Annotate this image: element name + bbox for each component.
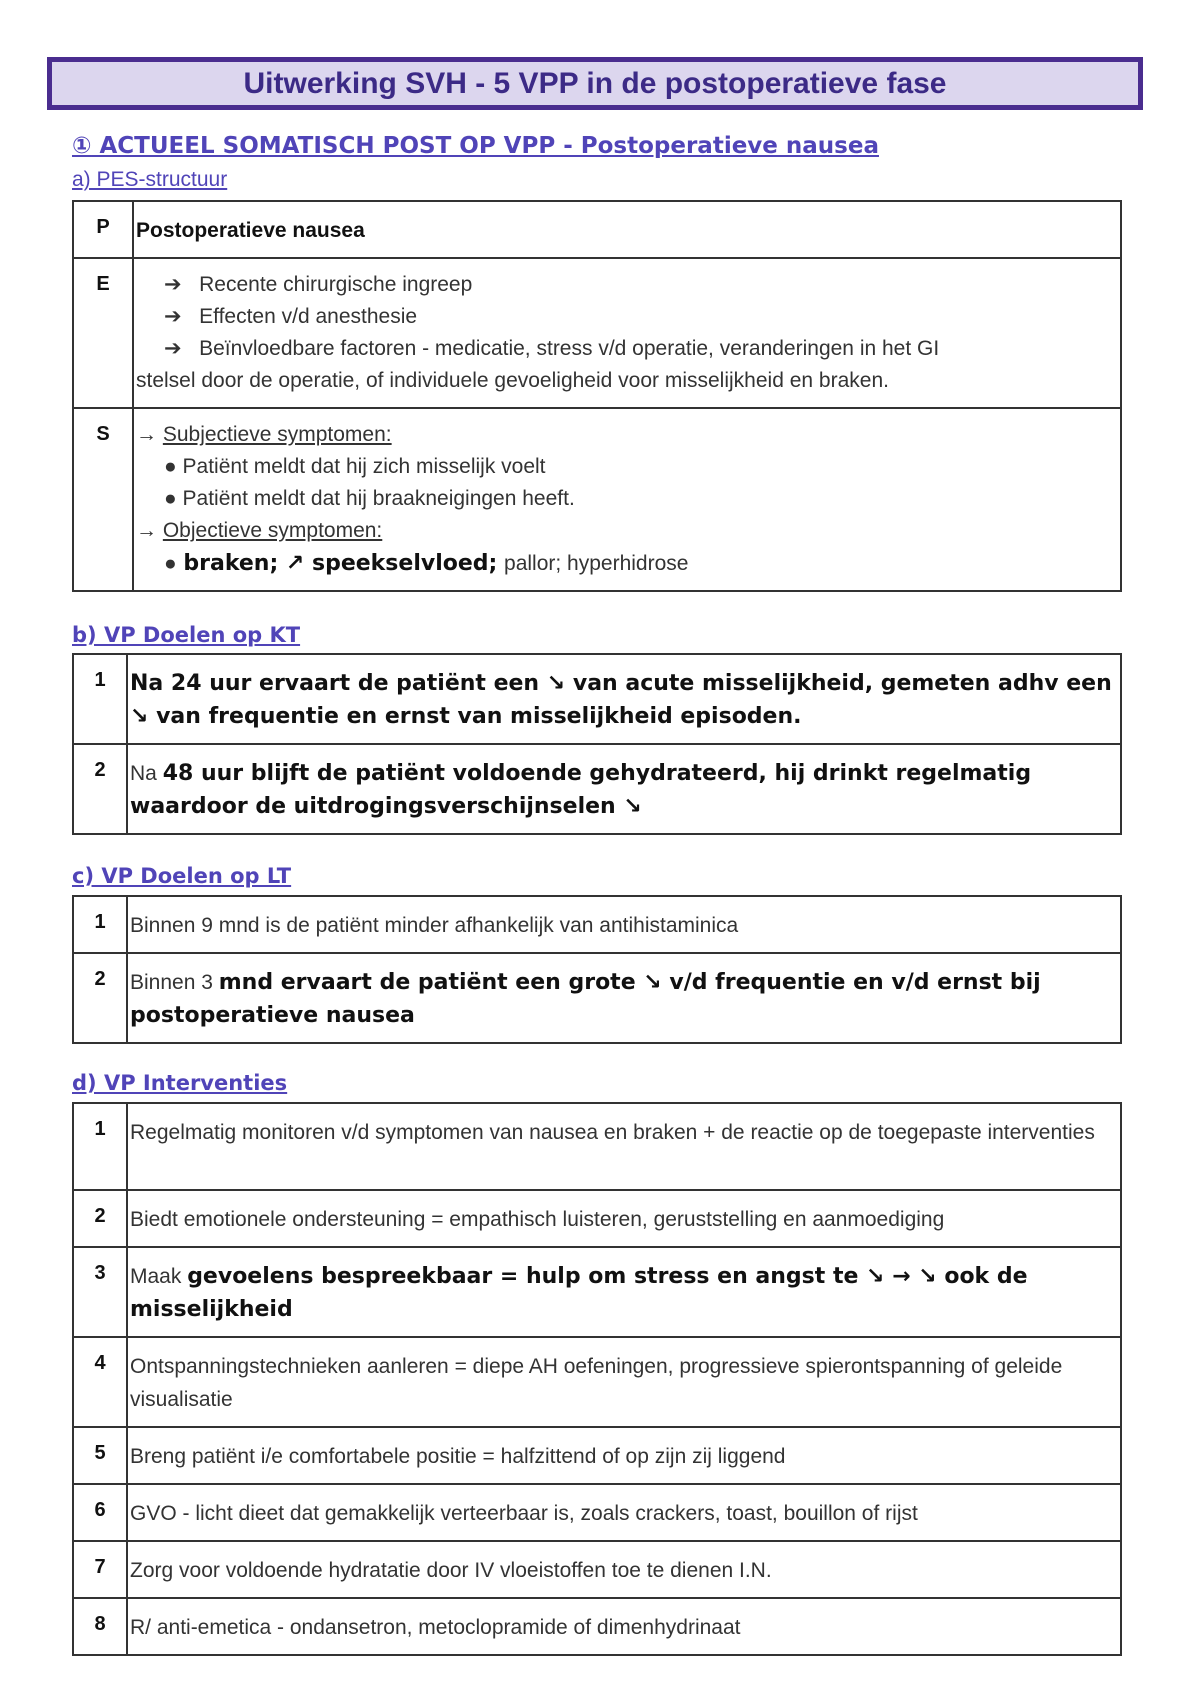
row-number: 2 — [73, 1190, 127, 1247]
interventions-table — [72, 1102, 1122, 1656]
goal-text: 48 uur blijft de patiënt voldoende gehydrateerd, hij drinkt regelmatig waardoor de uitdrogingsverschijnselen ↘ — [130, 761, 1032, 819]
kt-row — [73, 654, 1121, 744]
pes-s-label: S — [73, 408, 133, 591]
intervention-text: Breng patiënt i/e comfortabele positie = halfzittend of op zijn zij liggend — [130, 1445, 786, 1468]
intervention-text: Zorg voor voldoende hydratatie door IV vloeistoffen toe te dienen I.N. — [130, 1559, 772, 1582]
row-number: 1 — [73, 896, 127, 953]
row-number: 1 — [73, 1103, 127, 1190]
goal-text: Binnen 9 mnd is de patiënt minder afhankelijk van antihistaminica — [130, 914, 739, 937]
circled-one-marker: ① — [72, 133, 92, 159]
section-heading-text: ACTUEEL SOMATISCH POST OP VPP - Postoperatieve nausea — [99, 133, 879, 159]
intervention-row — [73, 1103, 1121, 1190]
row-number: 3 — [73, 1247, 127, 1337]
subjective-item: ● Patiënt meldt dat hij braakneigingen heeft. — [136, 483, 1114, 515]
intervention-row — [73, 1427, 1121, 1484]
kt-table — [72, 653, 1122, 835]
pes-label: a) PES-structuur — [72, 168, 228, 191]
intervention-row — [73, 1598, 1121, 1655]
arrow-right-icon: → — [136, 519, 157, 542]
lt-row — [73, 896, 1121, 953]
goal-text: mnd ervaart de patiënt een grote ↘ v/d frequentie en v/d ernst bij postoperatieve nausea — [130, 970, 1041, 1028]
row-number: 2 — [73, 953, 127, 1043]
page-title-box — [47, 57, 1143, 110]
pes-row-s — [73, 408, 1121, 591]
intervention-text: GVO - licht dieet dat gemakkelijk verteerbaar is, zoals crackers, toast, bouillon of rijst — [130, 1502, 918, 1525]
kt-label: b) VP Doelen op KT — [72, 623, 301, 647]
intervention-row — [73, 1337, 1121, 1427]
bullet-icon: ● — [164, 552, 177, 575]
interventions-label: d) VP Interventies — [72, 1071, 288, 1095]
row-number: 5 — [73, 1427, 127, 1484]
arrow-right-icon: ➔ — [164, 337, 182, 360]
row-number: 7 — [73, 1541, 127, 1598]
kt-row: 2 Na 48 uur blijft de patiënt voldoende gehydrateerd, hij drinkt regelmatig waardoor de uitdrogingsverschijnselen ↘ — [73, 744, 1121, 834]
row-number: 6 — [73, 1484, 127, 1541]
intervention-row — [73, 1541, 1121, 1598]
intervention-text: Ontspanningstechnieken aanleren = diepe AH oefeningen, progressieve spierontspanning of geleide visualisatie — [130, 1355, 1063, 1411]
subjective-item: ● Patiënt meldt dat hij zich misselijk voelt — [136, 451, 1114, 483]
intervention-row: 3 Maak gevoelens bespreekbaar = hulp om stress en angst te ↘ → ↘ ook de misselijkheid — [73, 1247, 1121, 1337]
bullet-icon: ● — [164, 455, 177, 478]
pes-p-text: Postoperatieve nausea — [136, 219, 365, 242]
objective-item: ● braken; ↗ speekselvloed; pallor; hyperhidrose — [136, 547, 1114, 580]
subjective-header: → Subjectieve symptomen: — [136, 419, 1114, 451]
page-title: Uitwerking SVH - 5 VPP in de postoperatieve fase — [243, 66, 947, 100]
intervention-text: R/ anti-emetica - ondansetron, metoclopramide of dimenhydrinaat — [130, 1616, 741, 1639]
goal-text: Na 24 uur ervaart de patiënt een ↘ van acute misselijkheid, gemeten adhv een ↘ van frequentie en ernst van misselijkheid episoden. — [130, 671, 1112, 729]
e-item: ➔ Recente chirurgische ingreep — [136, 269, 1114, 301]
section-heading — [72, 133, 879, 159]
pes-row-p — [73, 201, 1121, 258]
lt-label: c) VP Doelen op LT — [72, 864, 292, 888]
row-number: 1 — [73, 654, 127, 744]
intervention-text: Regelmatig monitoren v/d symptomen van nausea en braken + de reactie op de toegepaste interventies — [130, 1121, 1095, 1144]
e-continuation: stelsel door de operatie, of individuele gevoeligheid voor misselijkheid en braken. — [136, 369, 889, 392]
pes-table — [72, 200, 1122, 592]
row-number: 4 — [73, 1337, 127, 1427]
intervention-text: gevoelens bespreekbaar = hulp om stress en angst te ↘ → ↘ ook de misselijkheid — [130, 1264, 1028, 1322]
intervention-row — [73, 1484, 1121, 1541]
bullet-icon: ● — [164, 487, 177, 510]
e-item: ➔ Beïnvloedbare factoren - medicatie, stress v/d operatie, veranderingen in het GI — [136, 333, 1114, 365]
lt-table — [72, 895, 1122, 1044]
row-number: 2 — [73, 744, 127, 834]
intervention-text: Biedt emotionele ondersteuning = empathisch luisteren, geruststelling en aanmoediging — [130, 1208, 945, 1231]
intervention-row — [73, 1190, 1121, 1247]
pes-p-label: P — [73, 201, 133, 258]
e-item: ➔ Effecten v/d anesthesie — [136, 301, 1114, 333]
arrow-right-icon: ➔ — [164, 273, 182, 296]
lt-row: 2 Binnen 3 mnd ervaart de patiënt een grote ↘ v/d frequentie en v/d ernst bij postoperatieve nausea — [73, 953, 1121, 1043]
arrow-right-icon: → — [136, 423, 157, 446]
pes-row-e — [73, 258, 1121, 408]
row-number: 8 — [73, 1598, 127, 1655]
objective-header: → Objectieve symptomen: — [136, 515, 1114, 547]
arrow-right-icon: ➔ — [164, 305, 182, 328]
pes-e-label: E — [73, 258, 133, 408]
